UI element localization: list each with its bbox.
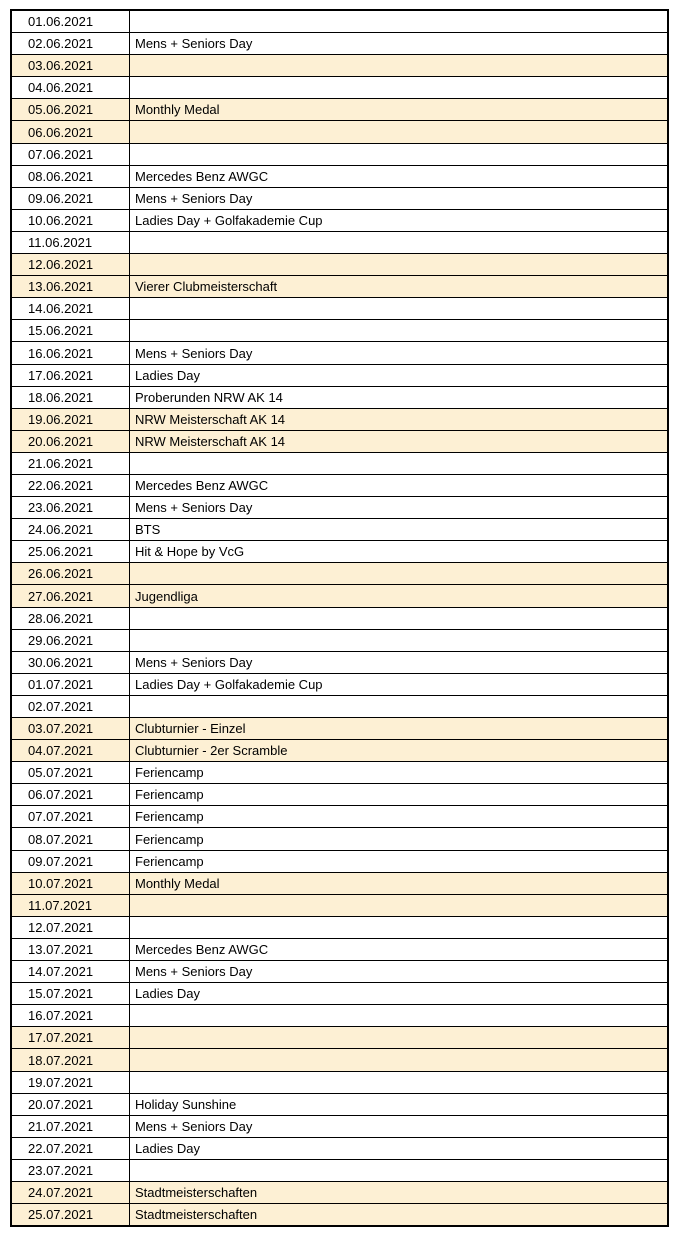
table-row [11, 408, 668, 430]
event-cell [130, 1049, 669, 1071]
date-cell: 17.07.2021 [11, 1027, 130, 1049]
date-cell: 15.06.2021 [11, 320, 130, 342]
table-row [11, 99, 668, 121]
table-row [11, 894, 668, 916]
date-cell: 10.07.2021 [11, 872, 130, 894]
table-row [11, 1093, 668, 1115]
date-cell: 18.07.2021 [11, 1049, 130, 1071]
date-cell: 06.07.2021 [11, 784, 130, 806]
event-cell: Mens + Seniors Day [130, 1115, 669, 1137]
table-row [11, 121, 668, 143]
event-cell: Feriencamp [130, 828, 669, 850]
date-cell: 13.06.2021 [11, 276, 130, 298]
table-row [11, 916, 668, 938]
event-cell [130, 77, 669, 99]
table-row [11, 828, 668, 850]
date-cell: 16.07.2021 [11, 1005, 130, 1027]
table-row [11, 938, 668, 960]
table-row [11, 209, 668, 231]
date-cell: 14.06.2021 [11, 298, 130, 320]
date-cell: 19.07.2021 [11, 1071, 130, 1093]
event-cell [130, 695, 669, 717]
table-row [11, 1049, 668, 1071]
event-cell: Ladies Day + Golfakademie Cup [130, 673, 669, 695]
event-cell: NRW Meisterschaft AK 14 [130, 430, 669, 452]
table-row [11, 364, 668, 386]
date-cell: 05.07.2021 [11, 762, 130, 784]
event-cell [130, 320, 669, 342]
table-row [11, 806, 668, 828]
date-cell: 12.06.2021 [11, 254, 130, 276]
date-cell: 03.07.2021 [11, 718, 130, 740]
table-row [11, 1115, 668, 1137]
date-cell: 02.07.2021 [11, 695, 130, 717]
table-row [11, 850, 668, 872]
date-cell: 15.07.2021 [11, 983, 130, 1005]
table-row [11, 961, 668, 983]
table-row [11, 1071, 668, 1093]
date-cell: 25.06.2021 [11, 541, 130, 563]
event-cell: Clubturnier - 2er Scramble [130, 740, 669, 762]
event-cell [130, 607, 669, 629]
date-cell: 29.06.2021 [11, 629, 130, 651]
date-cell: 22.07.2021 [11, 1137, 130, 1159]
table-row [11, 10, 668, 33]
event-cell: Mens + Seniors Day [130, 342, 669, 364]
date-cell: 08.07.2021 [11, 828, 130, 850]
event-cell [130, 1071, 669, 1093]
date-cell: 27.06.2021 [11, 585, 130, 607]
event-cell: Proberunden NRW AK 14 [130, 386, 669, 408]
table-row [11, 165, 668, 187]
event-cell: Monthly Medal [130, 872, 669, 894]
date-cell: 09.07.2021 [11, 850, 130, 872]
table-row [11, 872, 668, 894]
table-row [11, 1005, 668, 1027]
date-cell: 11.06.2021 [11, 231, 130, 253]
table-row [11, 740, 668, 762]
table-row [11, 519, 668, 541]
date-cell: 26.06.2021 [11, 563, 130, 585]
event-cell: Feriencamp [130, 806, 669, 828]
date-cell: 04.07.2021 [11, 740, 130, 762]
table-row [11, 585, 668, 607]
event-cell: Mens + Seniors Day [130, 497, 669, 519]
date-cell: 24.07.2021 [11, 1181, 130, 1203]
date-cell: 25.07.2021 [11, 1204, 130, 1227]
event-cell: Hit & Hope by VcG [130, 541, 669, 563]
table-row [11, 143, 668, 165]
table-row [11, 474, 668, 496]
date-cell: 03.06.2021 [11, 55, 130, 77]
date-cell: 04.06.2021 [11, 77, 130, 99]
event-cell: Mens + Seniors Day [130, 961, 669, 983]
event-cell: Mens + Seniors Day [130, 33, 669, 55]
table-row [11, 386, 668, 408]
event-cell: BTS [130, 519, 669, 541]
table-row [11, 695, 668, 717]
event-cell [130, 894, 669, 916]
table-row [11, 430, 668, 452]
event-calendar-table [10, 9, 669, 1227]
date-cell: 06.06.2021 [11, 121, 130, 143]
date-cell: 01.07.2021 [11, 673, 130, 695]
event-cell [130, 55, 669, 77]
date-cell: 20.07.2021 [11, 1093, 130, 1115]
table-row [11, 563, 668, 585]
table-row [11, 651, 668, 673]
table-row [11, 254, 668, 276]
event-cell [130, 1027, 669, 1049]
event-cell: Ladies Day [130, 364, 669, 386]
table-row [11, 629, 668, 651]
event-cell: Vierer Clubmeisterschaft [130, 276, 669, 298]
event-cell [130, 1005, 669, 1027]
date-cell: 09.06.2021 [11, 187, 130, 209]
table-row [11, 784, 668, 806]
date-cell: 18.06.2021 [11, 386, 130, 408]
date-cell: 16.06.2021 [11, 342, 130, 364]
table-row [11, 298, 668, 320]
event-cell [130, 563, 669, 585]
table-row [11, 33, 668, 55]
table-row [11, 718, 668, 740]
event-cell: Mercedes Benz AWGC [130, 474, 669, 496]
table-row [11, 983, 668, 1005]
date-cell: 05.06.2021 [11, 99, 130, 121]
table-row [11, 55, 668, 77]
event-cell: Mercedes Benz AWGC [130, 165, 669, 187]
event-cell [130, 10, 669, 33]
date-cell: 07.07.2021 [11, 806, 130, 828]
table-row [11, 187, 668, 209]
table-row [11, 762, 668, 784]
date-cell: 21.07.2021 [11, 1115, 130, 1137]
date-cell: 02.06.2021 [11, 33, 130, 55]
table-row [11, 276, 668, 298]
event-cell: Holiday Sunshine [130, 1093, 669, 1115]
date-cell: 19.06.2021 [11, 408, 130, 430]
event-cell [130, 629, 669, 651]
event-cell [130, 121, 669, 143]
table-row [11, 1137, 668, 1159]
event-cell: Feriencamp [130, 850, 669, 872]
event-cell: Feriencamp [130, 784, 669, 806]
date-cell: 01.06.2021 [11, 10, 130, 33]
event-cell: Mens + Seniors Day [130, 187, 669, 209]
event-cell [130, 916, 669, 938]
table-row [11, 1027, 668, 1049]
event-cell: Monthly Medal [130, 99, 669, 121]
event-cell [130, 254, 669, 276]
event-cell [130, 298, 669, 320]
table-row [11, 1181, 668, 1203]
date-cell: 28.06.2021 [11, 607, 130, 629]
date-cell: 07.06.2021 [11, 143, 130, 165]
date-cell: 08.06.2021 [11, 165, 130, 187]
table-row [11, 342, 668, 364]
date-cell: 10.06.2021 [11, 209, 130, 231]
date-cell: 11.07.2021 [11, 894, 130, 916]
date-cell: 30.06.2021 [11, 651, 130, 673]
table-row [11, 673, 668, 695]
date-cell: 23.07.2021 [11, 1159, 130, 1181]
event-cell [130, 1159, 669, 1181]
table-row [11, 320, 668, 342]
event-cell [130, 143, 669, 165]
date-cell: 14.07.2021 [11, 961, 130, 983]
table-row [11, 497, 668, 519]
event-cell: Ladies Day [130, 983, 669, 1005]
event-cell: NRW Meisterschaft AK 14 [130, 408, 669, 430]
date-cell: 12.07.2021 [11, 916, 130, 938]
table-row [11, 1159, 668, 1181]
event-cell: Jugendliga [130, 585, 669, 607]
date-cell: 21.06.2021 [11, 452, 130, 474]
event-cell: Mercedes Benz AWGC [130, 938, 669, 960]
date-cell: 13.07.2021 [11, 938, 130, 960]
date-cell: 23.06.2021 [11, 497, 130, 519]
table-row [11, 452, 668, 474]
event-cell: Stadtmeisterschaften [130, 1204, 669, 1227]
table-row [11, 77, 668, 99]
date-cell: 17.06.2021 [11, 364, 130, 386]
event-cell: Feriencamp [130, 762, 669, 784]
table-row [11, 1204, 668, 1227]
event-cell [130, 452, 669, 474]
event-calendar-body [11, 10, 668, 1226]
event-cell: Stadtmeisterschaften [130, 1181, 669, 1203]
event-cell: Clubturnier - Einzel [130, 718, 669, 740]
event-cell: Ladies Day + Golfakademie Cup [130, 209, 669, 231]
date-cell: 20.06.2021 [11, 430, 130, 452]
table-row [11, 607, 668, 629]
table-row [11, 231, 668, 253]
table-row [11, 541, 668, 563]
event-cell [130, 231, 669, 253]
date-cell: 22.06.2021 [11, 474, 130, 496]
event-cell: Mens + Seniors Day [130, 651, 669, 673]
event-cell: Ladies Day [130, 1137, 669, 1159]
date-cell: 24.06.2021 [11, 519, 130, 541]
